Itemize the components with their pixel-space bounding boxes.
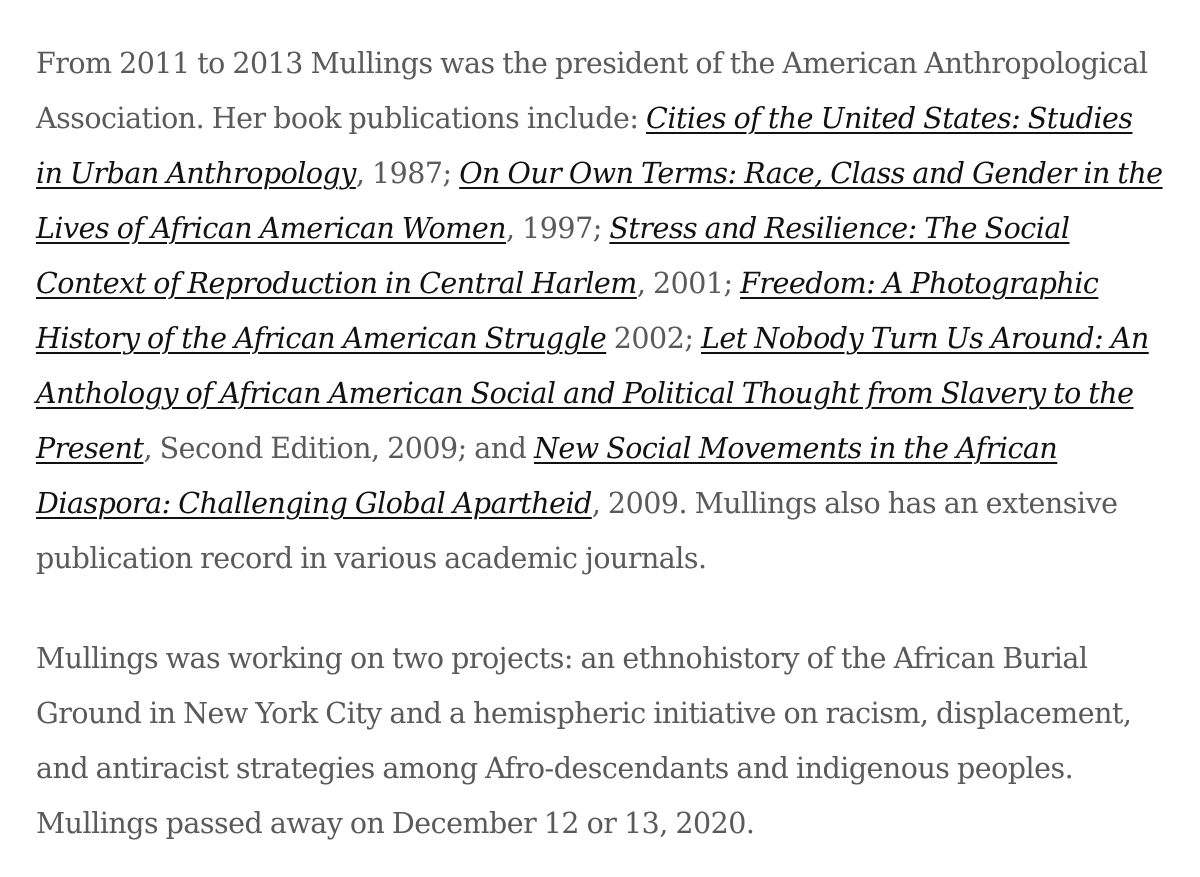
book-link-on-our-own-terms[interactable]: On Our Own Terms: Race, Class and Gender in the Lives of African American Women: [36, 157, 1163, 245]
paragraph-publications: [36, 36, 1164, 586]
year-text: , 2001;: [636, 267, 741, 300]
year-text: 2002;: [606, 322, 701, 355]
edition-text: , Second Edition, 2009; and: [143, 432, 534, 465]
book-link-cities-of-the-united-states[interactable]: Cities of the United States: Studies in Urban Anthropology: [36, 102, 1133, 190]
closing-text: , 2009. Mullings also has an extensive publication record in various academic journals.: [36, 487, 1118, 575]
year-text: , 1997;: [506, 212, 610, 245]
projects-text: Mullings was working on two projects: an ethnohistory of the African Burial Ground in New York City and a hemispheric initiative on racism, displacement, and antiracist strategies among Afro-descendants and indigenous peoples. Mullings passed away on December 12 or 13, 2020.: [36, 642, 1132, 840]
paragraph-projects: [36, 631, 1164, 851]
book-link-stress-and-resilience[interactable]: Stress and Resilience: The Social Context of Reproduction in Central Harlem: [36, 212, 1070, 300]
year-text: , 1987;: [355, 157, 460, 190]
article-body: [36, 36, 1164, 851]
book-link-let-nobody-turn-us-around[interactable]: Let Nobody Turn Us Around: An Anthology of African American Social and Political Thought from Slavery to the Present: [36, 322, 1149, 465]
book-link-new-social-movements[interactable]: New Social Movements in the African Diaspora: Challenging Global Apartheid: [36, 432, 1058, 520]
intro-text: From 2011 to 2013 Mullings was the president of the American Anthropological Association. Her book publications include:: [36, 47, 1148, 135]
book-link-freedom[interactable]: Freedom: A Photographic History of the African American Struggle: [36, 267, 1099, 355]
